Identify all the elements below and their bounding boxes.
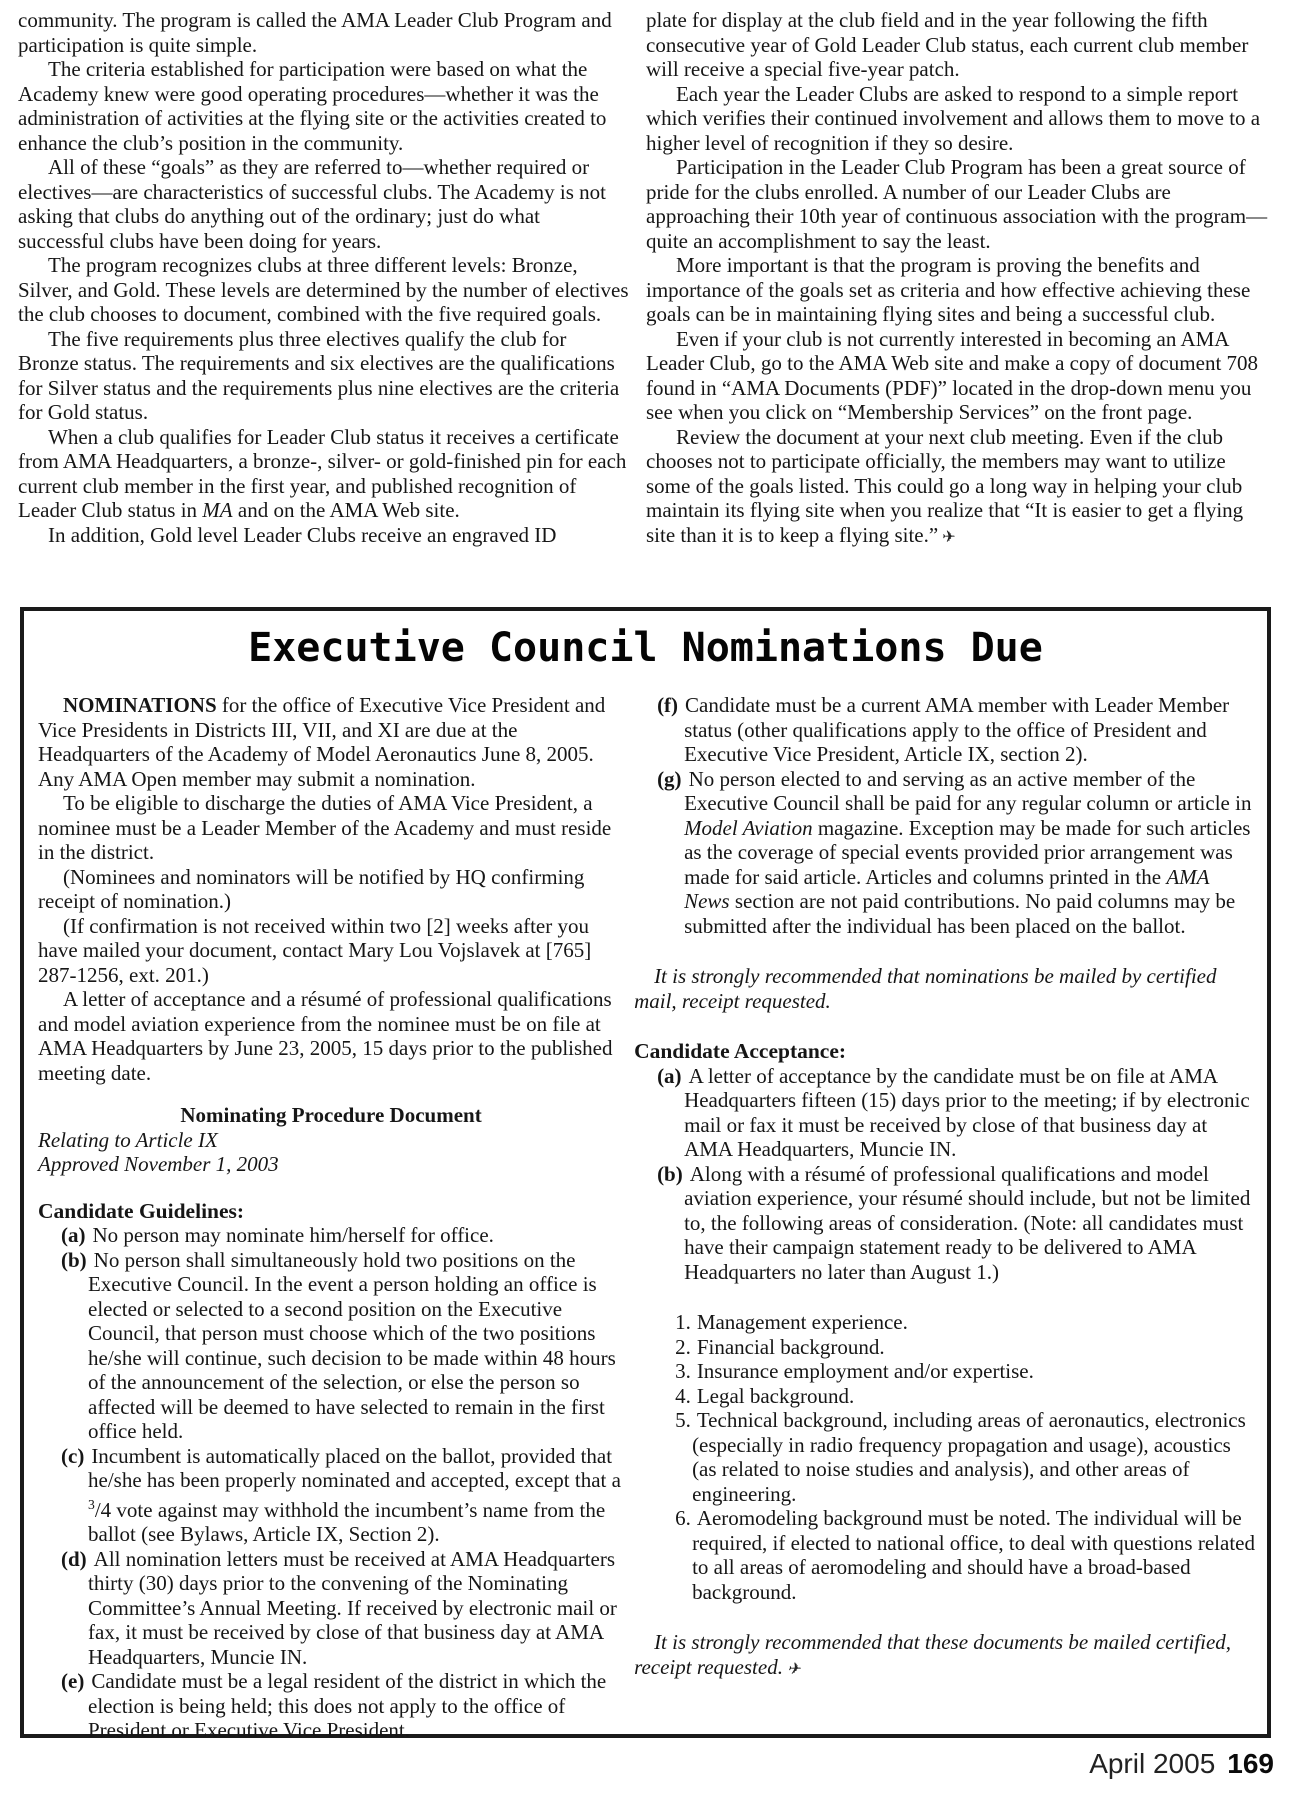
item-label: (e) xyxy=(61,1669,85,1693)
paragraph xyxy=(646,425,1274,551)
item-text: Candidate must be a legal resident of the district in which the election is being held; this does not apply to the office of President or Executive Vice President. xyxy=(88,1669,607,1742)
list-item xyxy=(634,1162,1255,1285)
certified-mail-note: It is strongly recommended that nominations be mailed by certified mail, receipt requested. xyxy=(634,964,1217,1013)
list-item xyxy=(38,1547,624,1670)
page-footer xyxy=(1089,1748,1274,1780)
item-label: (d) xyxy=(61,1546,87,1571)
article-left-column xyxy=(18,8,629,550)
list-item xyxy=(634,1310,1255,1335)
list-item xyxy=(634,1408,1255,1506)
end-of-article-icon: ✈ xyxy=(786,1660,801,1678)
list-item xyxy=(38,1669,624,1743)
item-text: Candidate must be a current AMA member with Leader Member status (other qualifications apply to the office of President and Executive Vice President, Article IX, section 2). xyxy=(684,693,1230,766)
item-text: Management experience. xyxy=(696,1310,908,1334)
paragraph: Each year the Leader Clubs are asked to respond to a simple report which verifies their continued involvement and allows them to move to a higher level of recognition if they so desire. xyxy=(646,81,1261,155)
article-continuation xyxy=(18,8,1274,550)
item-text: Technical background, including areas of aeronautics, electronics (especially in radio frequency propagation and usage), acoustics (as related to noise studies and analysis), and other areas of engineering. xyxy=(692,1408,1246,1506)
item-label: (a) xyxy=(657,1063,682,1088)
item-label: (b) xyxy=(657,1161,683,1186)
considerations-list xyxy=(634,1310,1255,1604)
paragraph: The criteria established for participation were based on what the Academy knew were good operating procedures—whether it was the administration of activities at the flying site or the activities created to enhance the club’s position in the community. xyxy=(18,57,607,155)
paragraph: In addition, Gold level Leader Clubs receive an engraved ID xyxy=(48,522,557,547)
item-text: Insurance employment and/or expertise. xyxy=(696,1359,1034,1383)
paragraph: community. The program is called the AMA Leader Club Program and participation is quite simple. xyxy=(18,8,612,57)
paragraph: NOMINATIONS for the office of Executive Vice President and Vice Presidents in Districts III, VII, and XI are due at the Headquarters of the Academy of Model Aeronautics June 8, 2005. Any AMA Open member may submit a nomination. xyxy=(38,693,606,791)
approved-date-line: Approved November 1, 2003 xyxy=(38,1152,279,1176)
note-text: It is strongly recommended that these documents be mailed certified, receipt requested. xyxy=(634,1630,1232,1679)
end-of-article-icon: ✈ xyxy=(942,528,956,546)
list-item xyxy=(634,1359,1255,1384)
item-text: No person shall simultaneously hold two positions on the Executive Council. In the event a person holding an office is elected or selected to a second position on the Executive Council, that person must choose which of the two positions he/she will continue, such decision to be made within 48 hours of the announcement of the selection, or else the person so affected will be deemed to have selected to remain in the first office held. xyxy=(88,1247,616,1443)
paragraph: All of these “goals” as they are referred to—whether required or electives—are characteristics of successful clubs. The Academy is not asking that clubs do anything out of the ordinary; just do what successful clubs have been doing for years. xyxy=(18,155,606,253)
nominations-box xyxy=(20,607,1271,1742)
relating-to-article-line: Relating to Article IX xyxy=(38,1127,218,1152)
list-item xyxy=(634,1064,1255,1162)
list-item xyxy=(634,767,1255,939)
paragraph: The program recognizes clubs at three different levels: Bronze, Silver, and Gold. These levels are determined by the number of electives the club chooses to document, combined with the five required goals. xyxy=(18,253,629,326)
paragraph-text: Review the document at your next club meeting. Even if the club chooses not to participate officially, the members may want to utilize some of the goals listed. This could go a long way in helping your club maintain its flying site when you realize that “It is easier to get a flying site than it is to keep a flying site.” xyxy=(646,424,1244,547)
item-label: (c) xyxy=(61,1443,85,1468)
footer-issue-date: April 2005 xyxy=(1089,1748,1216,1779)
item-text: Aeromodeling background must be noted. The individual will be required, if elected to national office, to deal with questions related to all areas of aeromodeling and should have a broad-based background. xyxy=(692,1506,1255,1604)
footer-page-number: 169 xyxy=(1227,1748,1274,1779)
paragraph: The five requirements plus three electives qualify the club for Bronze status. The requirements and six electives are the qualifications for Silver status and the requirements plus nine electives are the criteria for Gold status. xyxy=(18,326,620,424)
list-item xyxy=(634,1506,1255,1604)
item-text: A letter of acceptance by the candidate must be on file at AMA Headquarters fifteen (15) days prior to the meeting; if by electronic mail or fax it must be received by close of that business day at AMA Headquarters, Muncie IN. xyxy=(684,1063,1250,1161)
paragraph: Even if your club is not currently interested in becoming an AMA Leader Club, go to the AMA Web site and make a copy of document 708 found in “AMA Documents (PDF)” located in the drop-down menu you see when you click on “Membership Services” on the front page. xyxy=(646,326,1259,424)
item-label: (a) xyxy=(61,1223,86,1247)
item-text: Legal background. xyxy=(696,1383,855,1408)
item-text: Along with a résumé of professional qualifications and model aviation experience, your résumé should include, but not be limited to, the following areas of consideration. (Note: all candidates must have their campaign statement ready to be delivered to AMA Headquarters no later than August 1.) xyxy=(684,1161,1251,1284)
list-item xyxy=(38,1248,624,1444)
list-item xyxy=(38,1223,624,1248)
item-text: All nomination letters must be received at AMA Headquarters thirty (30) days prior to the convening of the Nominating Committee’s Annual Meeting. If received by electronic mail or fax, it must be received by close of that business day at AMA Headquarters, Muncie IN. xyxy=(88,1546,617,1669)
paragraph: More important is that the program is proving the benefits and importance of the goals set as criteria and how effective achieving these goals can be in maintaining flying sites and being a successful club. xyxy=(646,253,1251,326)
list-item xyxy=(38,1444,624,1547)
item-number: 5. xyxy=(675,1408,691,1432)
list-item xyxy=(634,1335,1255,1360)
item-number: 2. xyxy=(675,1334,691,1359)
item-text: Financial background. xyxy=(696,1334,885,1359)
candidate-acceptance-heading: Candidate Acceptance: xyxy=(634,1039,847,1063)
paragraph: (If confirmation is not received within two [2] weeks after you have mailed your document, contact Mary Lou Vojslavek at [765] 287-1256, ext. 201.) xyxy=(38,913,592,987)
paragraph: (Nominees and nominators will be notified by HQ confirming receipt of nomination.) xyxy=(38,864,585,913)
item-text: No person elected to and serving as an active member of the Executive Council shall be paid for any regular column or article in Model Aviation magazine. Exception may be made for such articles as the coverage of special events provided prior arrangement was made for said article. Articles and columns printed in the AMA News section are not paid contributions. No paid columns may be submitted after the individual has been placed on the ballot. xyxy=(684,766,1252,938)
item-number: 4. xyxy=(675,1383,691,1408)
paragraph: plate for display at the club field and in the year following the fifth consecutive year of Gold Leader Club status, each current club member will receive a special five-year patch. xyxy=(646,8,1249,81)
box-left-column xyxy=(38,693,624,1743)
item-number: 6. xyxy=(675,1506,691,1530)
candidate-guidelines-heading: Candidate Guidelines: xyxy=(38,1198,245,1223)
documents-certified-note xyxy=(634,1630,1255,1682)
item-number: 1. xyxy=(675,1310,691,1334)
article-right-column xyxy=(646,8,1274,550)
paragraph: Participation in the Leader Club Program has been a great source of pride for the clubs enrolled. A number of our Leader Clubs are approaching their 10th year of continuous association with the program—quite an accomplishment to say the least. xyxy=(646,155,1268,253)
list-item xyxy=(634,1384,1255,1409)
item-label: (b) xyxy=(61,1247,87,1272)
list-item xyxy=(634,693,1255,767)
box-right-column xyxy=(634,693,1255,1743)
nominating-procedure-heading: Nominating Procedure Document xyxy=(180,1103,482,1127)
item-text: No person may nominate him/herself for office. xyxy=(92,1223,494,1247)
item-label: (f) xyxy=(657,693,679,717)
item-label: (g) xyxy=(657,766,682,791)
paragraph: A letter of acceptance and a résumé of professional qualifications and model aviation experience from the nominee must be on file at AMA Headquarters by June 23, 2005, 15 days prior to the published meeting date. xyxy=(38,987,613,1085)
box-columns xyxy=(24,693,1267,1743)
item-number: 3. xyxy=(675,1359,691,1383)
paragraph: When a club qualifies for Leader Club status it receives a certificate from AMA Headquarters, a bronze-, silver- or gold-finished pin for each current club member in the first year, and published recognition of Leader Club status in MA and on the AMA Web site. xyxy=(18,424,627,522)
box-title: Executive Council Nominations Due xyxy=(248,625,1043,671)
item-text: Incumbent is automatically placed on the ballot, provided that he/she has been properly nominated and accepted, except that a $^3$/4 vote against may withhold the incumbent’s name from the ballot (see Bylaws, Article IX, Section 2). xyxy=(88,1443,621,1546)
paragraph: To be eligible to discharge the duties of AMA Vice President, a nominee must be a Leader Member of the Academy and must reside in the district. xyxy=(38,791,612,864)
